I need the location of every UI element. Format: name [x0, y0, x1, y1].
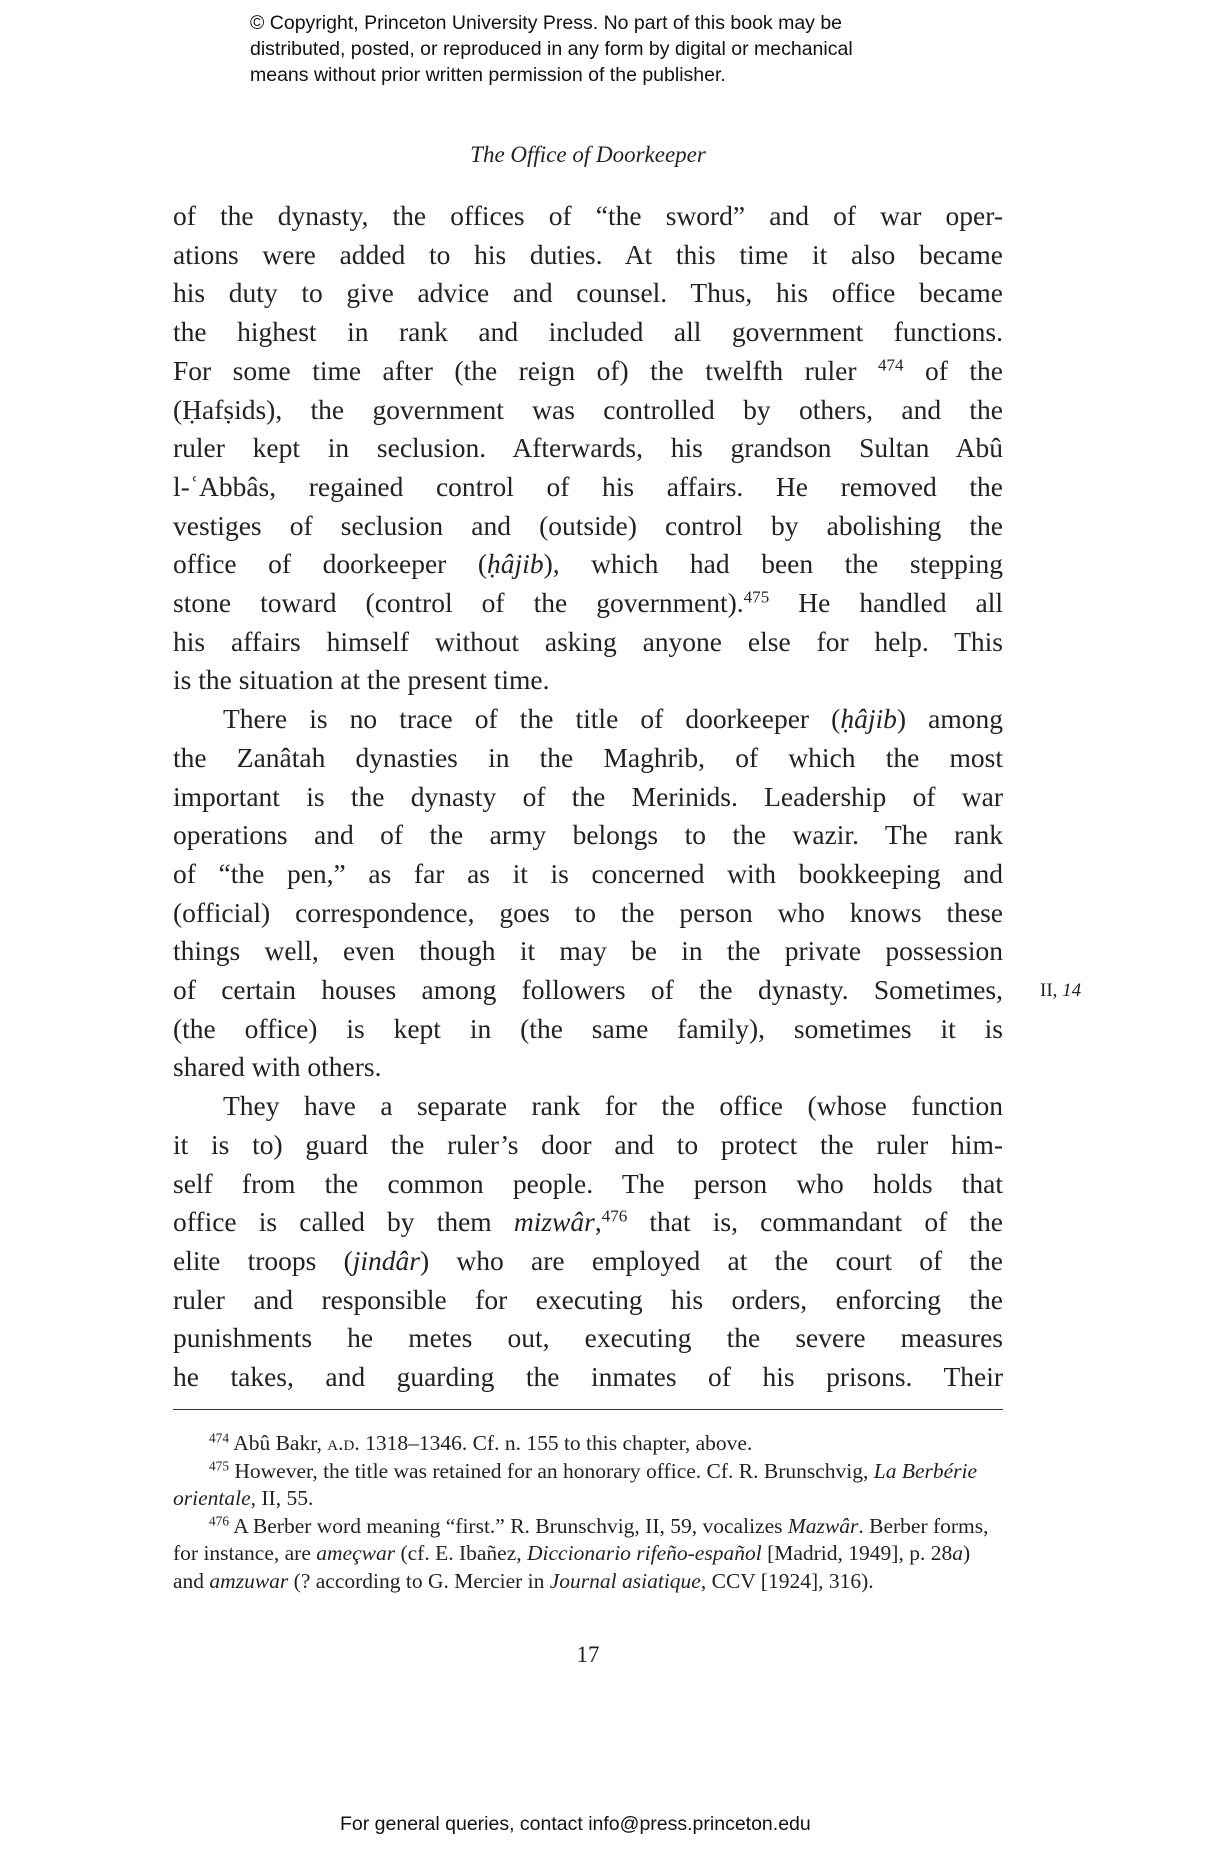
text-line: of “the pen,” as far as it is concerned with bookkeeping and — [173, 857, 1003, 889]
paragraph — [173, 1087, 1003, 1397]
footnote-term: Mazwâr — [787, 1513, 859, 1538]
text-line — [173, 1242, 1003, 1281]
footnote-text: 1318–1346. Cf. n. 155 to this chapter, above. — [359, 1431, 753, 1455]
text-run: office is called by them — [173, 1206, 514, 1238]
text-run: There is no trace of the title of doorkeeper ( — [223, 703, 841, 735]
text-line: ruler kept in seclusion. Afterwards, his grandson Sultan Abû — [173, 432, 1003, 464]
footnote-journal: Journal asiatique — [549, 1568, 701, 1593]
footnote-ref: 475 — [743, 587, 770, 607]
text-line: it is to) guard the ruler’s door and to protect the ruler him- — [173, 1128, 1003, 1160]
footnote-text: Abû Bakr, — [229, 1431, 328, 1455]
margin-page: 14 — [1062, 980, 1082, 1001]
paragraph — [173, 197, 1003, 700]
footnote-title: La Berbérie orientale — [173, 1458, 978, 1510]
text-line: ruler and responsible for executing his orders, enforcing the — [173, 1283, 1003, 1315]
italic-term: ḥâjib — [487, 548, 544, 580]
text-line: punishments he metes out, executing the severe measures — [173, 1322, 1003, 1354]
footnote-text: ) and — [173, 1541, 971, 1593]
italic-term: jindâr — [352, 1244, 420, 1276]
text-run: stone toward (control of the government). — [173, 587, 744, 619]
text-run: He handled all — [769, 587, 1003, 619]
text-line — [173, 1203, 1003, 1242]
copyright-line: © Copyright, Princeton University Press. No part of this book may be — [250, 12, 843, 34]
contact-notice: For general queries, contact info@press.princeton.edu — [340, 1813, 811, 1835]
footnote-term: ameçwar — [316, 1541, 396, 1565]
body-text — [173, 197, 1003, 1397]
footnote-number: 476 — [209, 1513, 229, 1529]
copyright-notice — [250, 10, 1010, 88]
text-run: For some time after (the reign of) the twelfth ruler — [173, 354, 878, 386]
footnote-era: a.d. — [327, 1431, 360, 1455]
footnote-text: A Berber word meaning “first.” R. Brunschvig, II, 59, vocalizes — [229, 1513, 788, 1538]
copyright-line: means without prior written permission of the publisher. — [250, 64, 726, 86]
footnote-text: . Berber forms, for instance, are — [173, 1513, 989, 1565]
text-line: things well, even though it may be in the private possession — [173, 935, 1003, 967]
text-run: that is, commandant of the — [627, 1206, 1003, 1238]
text-run: , — [594, 1206, 602, 1238]
text-line: self from the common people. The person who holds that — [173, 1167, 1003, 1199]
text-line: is the situation at the present time. — [173, 664, 550, 696]
text-run: office of doorkeeper ( — [173, 548, 488, 580]
text-line: of the dynasty, the offices of “the sword” and of war oper- — [173, 200, 1003, 231]
margin-reference — [1040, 980, 1081, 1002]
text-run: ) among — [896, 703, 1003, 735]
text-line — [173, 352, 1003, 391]
footnote-term: amzuwar — [209, 1568, 289, 1593]
text-run: ), which had been the stepping — [543, 548, 1004, 580]
footnote-text: , II, 55. — [250, 1486, 314, 1510]
footnote-text: (? according to G. Mercier in — [288, 1568, 550, 1593]
text-line: he takes, and guarding the inmates of his prisons. Their — [173, 1361, 1003, 1393]
text-line: the highest in rank and included all government functions. — [173, 316, 1003, 348]
footnote-ref: 476 — [601, 1206, 628, 1226]
footnote-text: [Madrid, 1949], p. 28 — [761, 1541, 953, 1565]
text-run: elite troops ( — [173, 1244, 353, 1276]
text-line: shared with others. — [173, 1051, 382, 1083]
text-line: his duty to give advice and counsel. Thus, his office became — [173, 277, 1003, 309]
text-line: They have a separate rank for the office (whose function — [223, 1090, 1003, 1122]
italic-term: mizwâr — [513, 1206, 595, 1238]
footnote-ref: 474 — [877, 355, 904, 375]
text-line — [173, 545, 1003, 584]
footnote-text: However, the title was retained for an honorary office. Cf. R. Brunschvig, — [229, 1458, 874, 1483]
footnote — [173, 1430, 1003, 1458]
paragraph — [173, 700, 1003, 1087]
footnote-divider — [173, 1409, 1003, 1410]
margin-volume: II, — [1040, 980, 1058, 1001]
page-number: 17 — [576, 1642, 600, 1667]
text-line: the Zanâtah dynasties in the Maghrib, of which the most — [173, 741, 1003, 773]
footnote-title: Diccionario rifeño-español — [527, 1541, 762, 1565]
footnote-page-suffix: a — [952, 1541, 963, 1565]
footnote-text: , CCV [1924], 316). — [700, 1568, 874, 1593]
footnote-number: 474 — [209, 1430, 229, 1446]
footnotes — [173, 1430, 1003, 1595]
footnote — [173, 1513, 1003, 1596]
running-head: The Office of Doorkeeper — [470, 142, 706, 167]
text-line: important is the dynasty of the Merinids. Leadership of war — [173, 780, 1003, 812]
footnote — [173, 1458, 1003, 1513]
text-line: vestiges of seclusion and (outside) control by abolishing the — [173, 509, 1003, 541]
footnote-text: (cf. E. Ibañez, — [395, 1541, 528, 1565]
text-line: (Ḥafṣids), the government was controlled by others, and the — [173, 393, 1003, 425]
text-line: (the office) is kept in (the same family), sometimes it is — [173, 1012, 1003, 1044]
italic-term: ḥâjib — [840, 703, 897, 735]
text-line: of certain houses among followers of the dynasty. Sometimes, — [173, 974, 1003, 1006]
text-line — [173, 700, 1003, 739]
copyright-line: distributed, posted, or reproduced in any form by digital or mechanical — [250, 38, 853, 60]
text-line: operations and of the army belongs to the wazir. The rank — [173, 819, 1003, 851]
text-line: (official) correspondence, goes to the person who knows these — [173, 896, 1003, 928]
text-line — [173, 584, 1003, 623]
text-line: ations were added to his duties. At this time it also became — [173, 238, 1003, 270]
text-line: l-ʿAbbâs, regained control of his affairs. He removed the — [173, 470, 1003, 502]
text-run: of the — [903, 354, 1003, 386]
text-run: ) who are employed at the court of the — [419, 1244, 1003, 1276]
text-line: his affairs himself without asking anyone else for help. This — [173, 625, 1003, 657]
footnote-number: 475 — [209, 1458, 229, 1474]
